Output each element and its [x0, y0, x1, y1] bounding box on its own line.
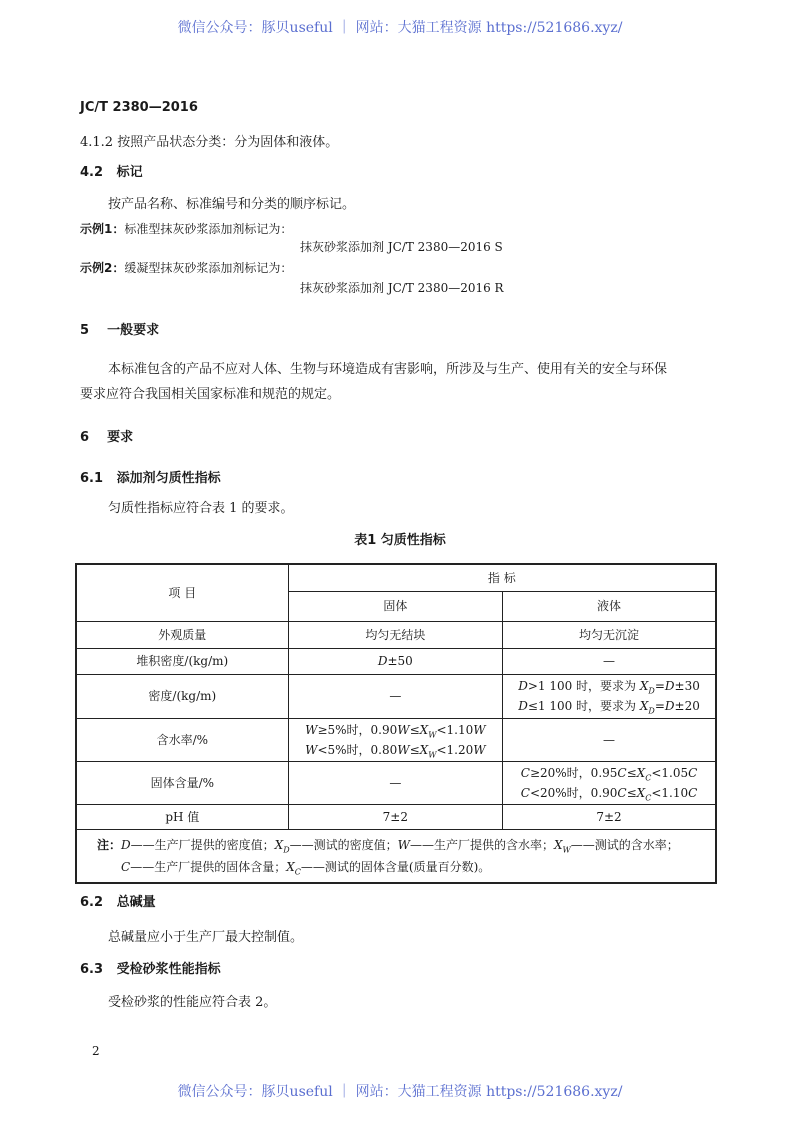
header-index: 指 标 [288, 564, 716, 591]
text-segment: X [639, 699, 649, 713]
header-solid: 固体 [288, 591, 502, 621]
example-text: 缓凝型抹灰砂浆添加剂标记为： [124, 261, 293, 275]
section-title: 要求 [107, 430, 134, 445]
cell-liquid [503, 761, 716, 804]
section-5-line-2: 要求应符合我国相关国家标准和规范的规定。 [80, 387, 341, 402]
text-segment: D [283, 844, 290, 854]
text-segment: 7±2 [596, 809, 622, 824]
text-segment: W [473, 722, 486, 737]
text-segment: W [397, 722, 410, 737]
text-segment: W [397, 837, 410, 852]
text-segment: X [636, 785, 646, 800]
text-segment: = [654, 699, 665, 713]
section-6-1-body: 匀质性指标应符合表 1 的要求。 [108, 501, 294, 516]
cell-liquid [503, 674, 716, 718]
cell-item: 外观质量 [76, 621, 288, 648]
section-number: 5 [80, 323, 90, 338]
section-title: 总碱量 [116, 894, 156, 910]
text-segment: C [520, 765, 530, 780]
section-title: 添加剂匀质性指标 [116, 471, 221, 486]
text-line [289, 720, 502, 740]
text-line [289, 807, 502, 827]
text-segment: X [554, 837, 563, 852]
table-note [76, 829, 716, 883]
cell-solid [288, 804, 502, 829]
text-segment: ≤ [409, 722, 420, 737]
text-segment: — [389, 775, 402, 790]
text-line [97, 856, 695, 878]
section-title: 一般要求 [107, 323, 160, 338]
text-line [289, 740, 502, 760]
section-number: 6 [80, 430, 90, 445]
cell-solid [288, 648, 502, 674]
section-5-line-1: 本标准包含的产品不应对人体、生物与环境造成有害影响，所涉及与生产、使用有关的安全与环保 [108, 362, 668, 377]
text-segment: D [664, 679, 675, 693]
text-segment: 均匀无沉淀 [579, 627, 640, 642]
text-segment: X [419, 742, 429, 757]
text-segment: ——测试的密度值； [289, 837, 398, 852]
text-segment: ≤ [626, 785, 637, 800]
text-segment: ——测试的固体含量(质量百分数)。 [300, 859, 491, 874]
example-label: 示例2： [80, 261, 125, 275]
text-line [503, 696, 715, 716]
text-segment: W [562, 844, 571, 854]
table-row [76, 804, 716, 829]
section-5-heading [80, 322, 720, 340]
example-1 [80, 220, 720, 238]
table-row [76, 648, 716, 674]
section-number: 6.2 [80, 894, 104, 910]
section-6-1-heading [80, 470, 720, 488]
text-segment: <1.20 [436, 742, 474, 757]
text-segment: <5%时，0.80 [317, 742, 398, 757]
text-segment: W [428, 729, 437, 739]
table-wrapper [80, 563, 720, 884]
cell-item: 密度/(kg/m) [76, 674, 288, 718]
cell-solid [288, 718, 502, 761]
section-4-1-2: 4.1.2 按照产品状态分类：分为固体和液体。 [80, 135, 339, 150]
text-segment: W [428, 749, 437, 759]
cell-item: pH 值 [76, 804, 288, 829]
text-line [97, 834, 695, 856]
text-segment: C [688, 765, 698, 780]
cell-solid [288, 761, 502, 804]
section-4-2-heading [80, 164, 720, 182]
text-line [503, 651, 715, 671]
text-segment: D [121, 837, 131, 852]
text-segment: W [305, 742, 318, 757]
text-segment: C [645, 792, 652, 802]
text-segment: ——生产厂提供的固体含量； [130, 859, 287, 874]
text-segment [97, 860, 121, 874]
text-segment: X [286, 859, 295, 874]
text-segment: C [645, 772, 652, 782]
text-segment: X [274, 837, 284, 852]
text-line [503, 783, 715, 803]
text-segment: ≤1 100 时，要求为 [527, 699, 640, 713]
cell-liquid [503, 718, 716, 761]
uniformity-table [75, 563, 717, 884]
example-2-mark: 抹灰砂浆添加剂 JC/T 2380—2016 R [300, 281, 504, 295]
section-title: 受检砂浆性能指标 [116, 961, 221, 977]
example-text: 标准型抹灰砂浆添加剂标记为： [124, 222, 293, 236]
text-segment: C [688, 785, 698, 800]
text-segment: 7±2 [382, 809, 408, 824]
text-line [503, 763, 715, 783]
section-6-heading [80, 429, 720, 447]
text-segment: <1.10 [651, 785, 689, 800]
text-segment: <1.10 [436, 722, 474, 737]
text-segment: X [636, 765, 646, 780]
text-segment: C [520, 785, 530, 800]
text-segment: D [648, 706, 655, 716]
text-segment: D [648, 686, 655, 696]
cell-liquid [503, 804, 716, 829]
text-segment: 注： [97, 837, 122, 852]
example-1-mark: 抹灰砂浆添加剂 JC/T 2380—2016 S [300, 240, 503, 254]
page-content [80, 99, 720, 1012]
text-segment: W [473, 742, 486, 757]
text-segment: ±20 [674, 699, 700, 713]
text-segment: X [639, 679, 649, 693]
watermark-top: 微信公众号：豚贝useful ｜ 网站：大猫工程资源 https://521686.xyz/ [177, 20, 623, 36]
section-number: 6.3 [80, 961, 104, 977]
table-caption: 表1 匀质性指标 [354, 533, 446, 548]
text-segment: ≤ [626, 765, 637, 780]
text-segment: D [664, 699, 675, 713]
text-line [503, 807, 715, 827]
text-segment: — [603, 654, 616, 668]
table-row [76, 674, 716, 718]
text-segment: D [518, 699, 528, 713]
example-label: 示例1： [80, 222, 125, 236]
text-segment: <1.05 [651, 765, 689, 780]
section-6-2-body: 总碱量应小于生产厂最大控制值。 [108, 929, 304, 945]
text-segment: <20%时，0.90 [529, 785, 618, 800]
text-segment: ——测试的含水率； [570, 837, 679, 852]
text-segment: W [397, 742, 410, 757]
header-item: 项 目 [76, 564, 288, 621]
text-segment: ≥5%时，0.90 [317, 722, 398, 737]
text-segment: ——生产厂提供的含水率； [409, 837, 554, 852]
text-segment: ≥20%时，0.95 [529, 765, 618, 780]
text-segment: = [654, 679, 665, 693]
text-segment: W [305, 722, 318, 737]
cell-liquid [503, 621, 716, 648]
text-line [289, 651, 502, 671]
header-liquid: 液体 [503, 591, 716, 621]
watermark-bottom: 微信公众号：豚贝useful ｜ 网站：大猫工程资源 https://521686.xyz/ [177, 1084, 623, 1100]
text-segment: D [377, 654, 388, 668]
text-segment: ——生产厂提供的密度值； [130, 837, 275, 852]
cell-item: 堆积密度/(kg/m) [76, 648, 288, 674]
cell-liquid [503, 648, 716, 674]
example-2 [80, 259, 720, 277]
text-segment: ±50 [387, 654, 413, 668]
text-segment: C [617, 785, 627, 800]
text-segment: D [518, 679, 528, 693]
text-line [289, 625, 502, 645]
text-segment: ≤ [409, 742, 420, 757]
text-segment: X [419, 722, 429, 737]
text-segment: C [617, 765, 627, 780]
text-segment: ±30 [674, 679, 700, 693]
text-segment: — [389, 689, 402, 703]
table-row [76, 761, 716, 804]
cell-item: 固体含量/% [76, 761, 288, 804]
text-segment: C [294, 866, 301, 876]
text-line [289, 773, 502, 793]
cell-solid [288, 621, 502, 648]
section-number: 6.1 [80, 471, 104, 486]
cell-item: 含水率/% [76, 718, 288, 761]
text-line [503, 676, 715, 696]
table-row [76, 718, 716, 761]
page-number: 2 [92, 1044, 100, 1058]
text-segment: C [121, 859, 131, 874]
section-title: 标记 [116, 165, 143, 180]
section-number: 4.2 [80, 165, 104, 180]
table-row [76, 621, 716, 648]
text-segment: — [603, 732, 616, 747]
cell-solid [288, 674, 502, 718]
section-6-3-heading [80, 961, 720, 979]
text-segment: >1 100 时，要求为 [527, 679, 640, 693]
section-6-2-heading [80, 894, 720, 912]
section-4-2-body: 按产品名称、标准编号和分类的顺序标记。 [108, 197, 356, 212]
text-line [289, 686, 502, 706]
doc-code: JC/T 2380—2016 [80, 100, 198, 115]
text-line [503, 730, 715, 750]
text-segment: 均匀无结块 [365, 627, 426, 642]
section-6-3-body: 受检砂浆的性能应符合表 2。 [108, 994, 277, 1010]
text-line [503, 625, 715, 645]
